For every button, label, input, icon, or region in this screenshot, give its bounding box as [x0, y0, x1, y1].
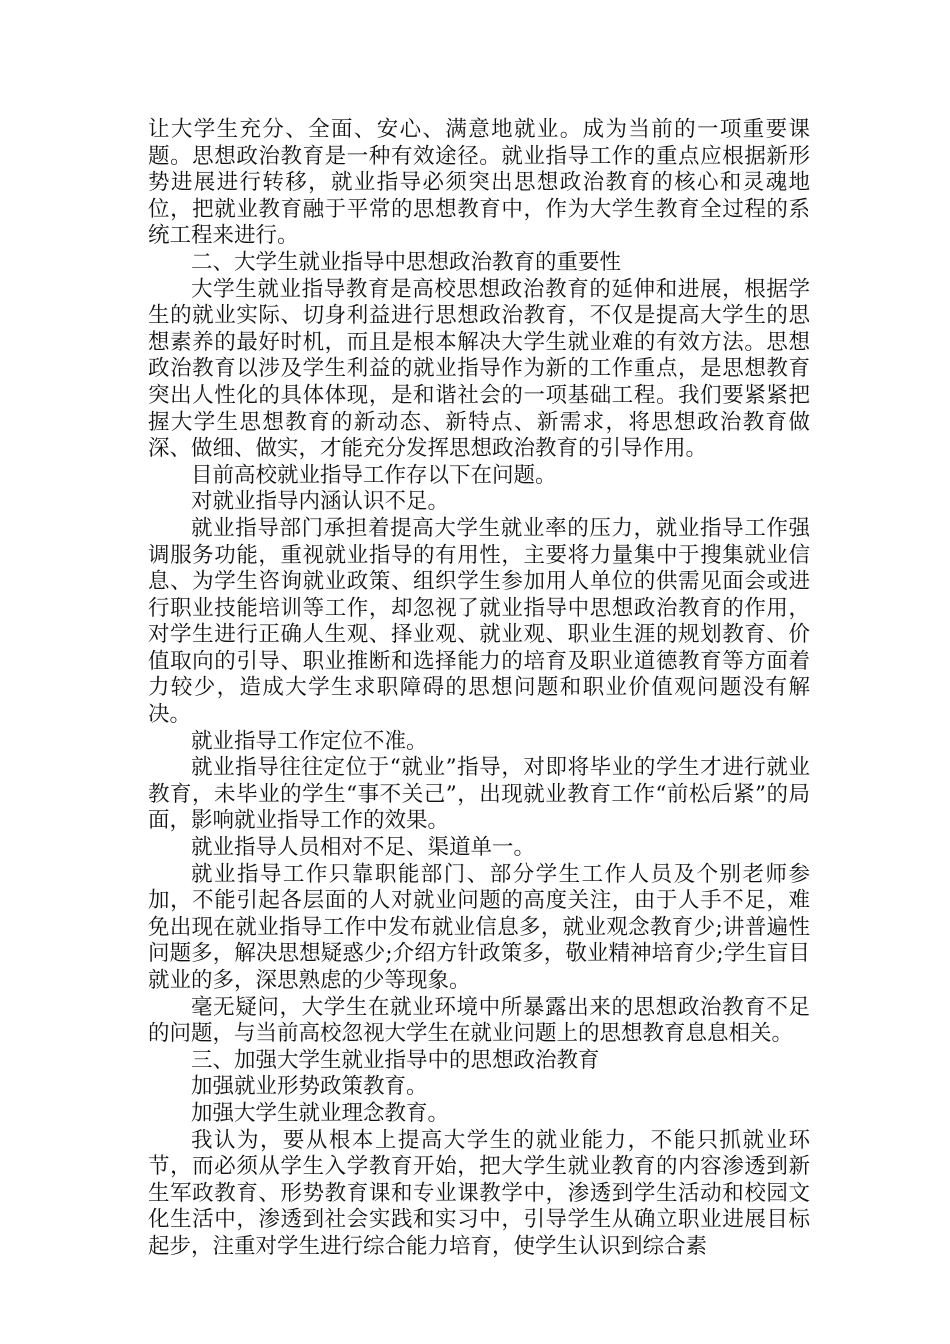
paragraph-conclusion: 毫无疑问，大学生在就业环境中所暴露出来的思想政治教育不足的问题，与当前高校忽视大学生在就业问题上的思想教育息息相关。 — [148, 994, 810, 1047]
paragraph-intro-continuation: 让大学生充分、全面、安心、满意地就业。成为当前的一项重要课题。思想政治教育是一种有效途径。就业指导工作的重点应根据新形势进展进行转移，就业指导必须突出思想政治教育的核心和灵魂地位，把就业教育融于平常的思想教育中，作为大学生教育全过程的系统工程来进行。 — [148, 117, 810, 249]
paragraph-opinion: 我认为，要从根本上提高大学生的就业能力，不能只抓就业环节，而必须从学生入学教育开始，把大学生就业教育的内容渗透到新生军政教育、形势教育课和专业课教学中，渗透到学生活动和校园文化生活中，渗透到社会实践和实习中，引导学生从确立职业进展目标起步，注重对学生进行综合能力培育，使学生认识到综合素 — [148, 1127, 810, 1259]
subheading-policy-education: 加强就业形势政策教育。 — [191, 1074, 428, 1100]
section-heading-2: 二、大学生就业指导中思想政治教育的重要性 — [191, 249, 622, 275]
subheading-insufficient-understanding: 对就业指导内涵认识不足。 — [191, 489, 450, 515]
paragraph-positioning: 就业指导往往定位于“就业”指导，对即将毕业的学生才进行就业教育，未毕业的学生“事不关己”，出现就业教育工作“前松后紧”的局面，影响就业指导工作的效果。 — [148, 755, 810, 834]
subheading-inaccurate-positioning: 就业指导工作定位不准。 — [191, 728, 428, 754]
paragraph-department-pressure: 就业指导部门承担着提高大学生就业率的压力，就业指导工作强调服务功能，重视就业指导的有用性，主要将力量集中于搜集就业信息、为学生咨询就业政策、组织学生参加用人单位的供需见面会或进行职业技能培训等工作，却忽视了就业指导中思想政治教育的作用，对学生进行正确人生观、择业观、就业观、职业生涯的规划教育、价值取向的引导、职业推断和选择能力的培育及职业道德教育等方面着力较少，造成大学生求职障碍的思想问题和职业价值观问题没有解决。 — [148, 515, 810, 728]
subheading-insufficient-staff: 就业指导人员相对不足、渠道单一。 — [191, 835, 536, 861]
paragraph-current-problems: 目前高校就业指导工作存以下在问题。 — [191, 462, 557, 488]
document-body — [148, 117, 810, 1261]
section-heading-3: 三、加强大学生就业指导中的思想政治教育 — [191, 1047, 600, 1073]
paragraph-importance: 大学生就业指导教育是高校思想政治教育的延伸和进展，根据学生的就业实际、切身利益进行思想政治教育，不仅是提高大学生的思想素养的最好时机，而且是根本解决大学生就业难的有效方法。思想政治教育以涉及学生利益的就业指导作为新的工作重点，是思想教育突出人性化的具体体现，是和谐社会的一项基础工程。我们要紧紧把握大学生思想教育的新动态、新特点、新需求，将思想政治教育做深、做细、做实，才能充分发挥思想政治教育的引导作用。 — [148, 276, 810, 462]
subheading-concept-education: 加强大学生就业理念教育。 — [191, 1100, 450, 1126]
paragraph-staff: 就业指导工作只靠职能部门、部分学生工作人员及个别老师参加，不能引起各层面的人对就业问题的高度关注，由于人手不足，难免出现在就业指导工作中发布就业信息多，就业观念教育少;讲普遍性问题多，解决思想疑惑少;介绍方针政策多，敬业精神培育少;学生盲目就业的多，深思熟虑的少等现象。 — [148, 861, 810, 993]
